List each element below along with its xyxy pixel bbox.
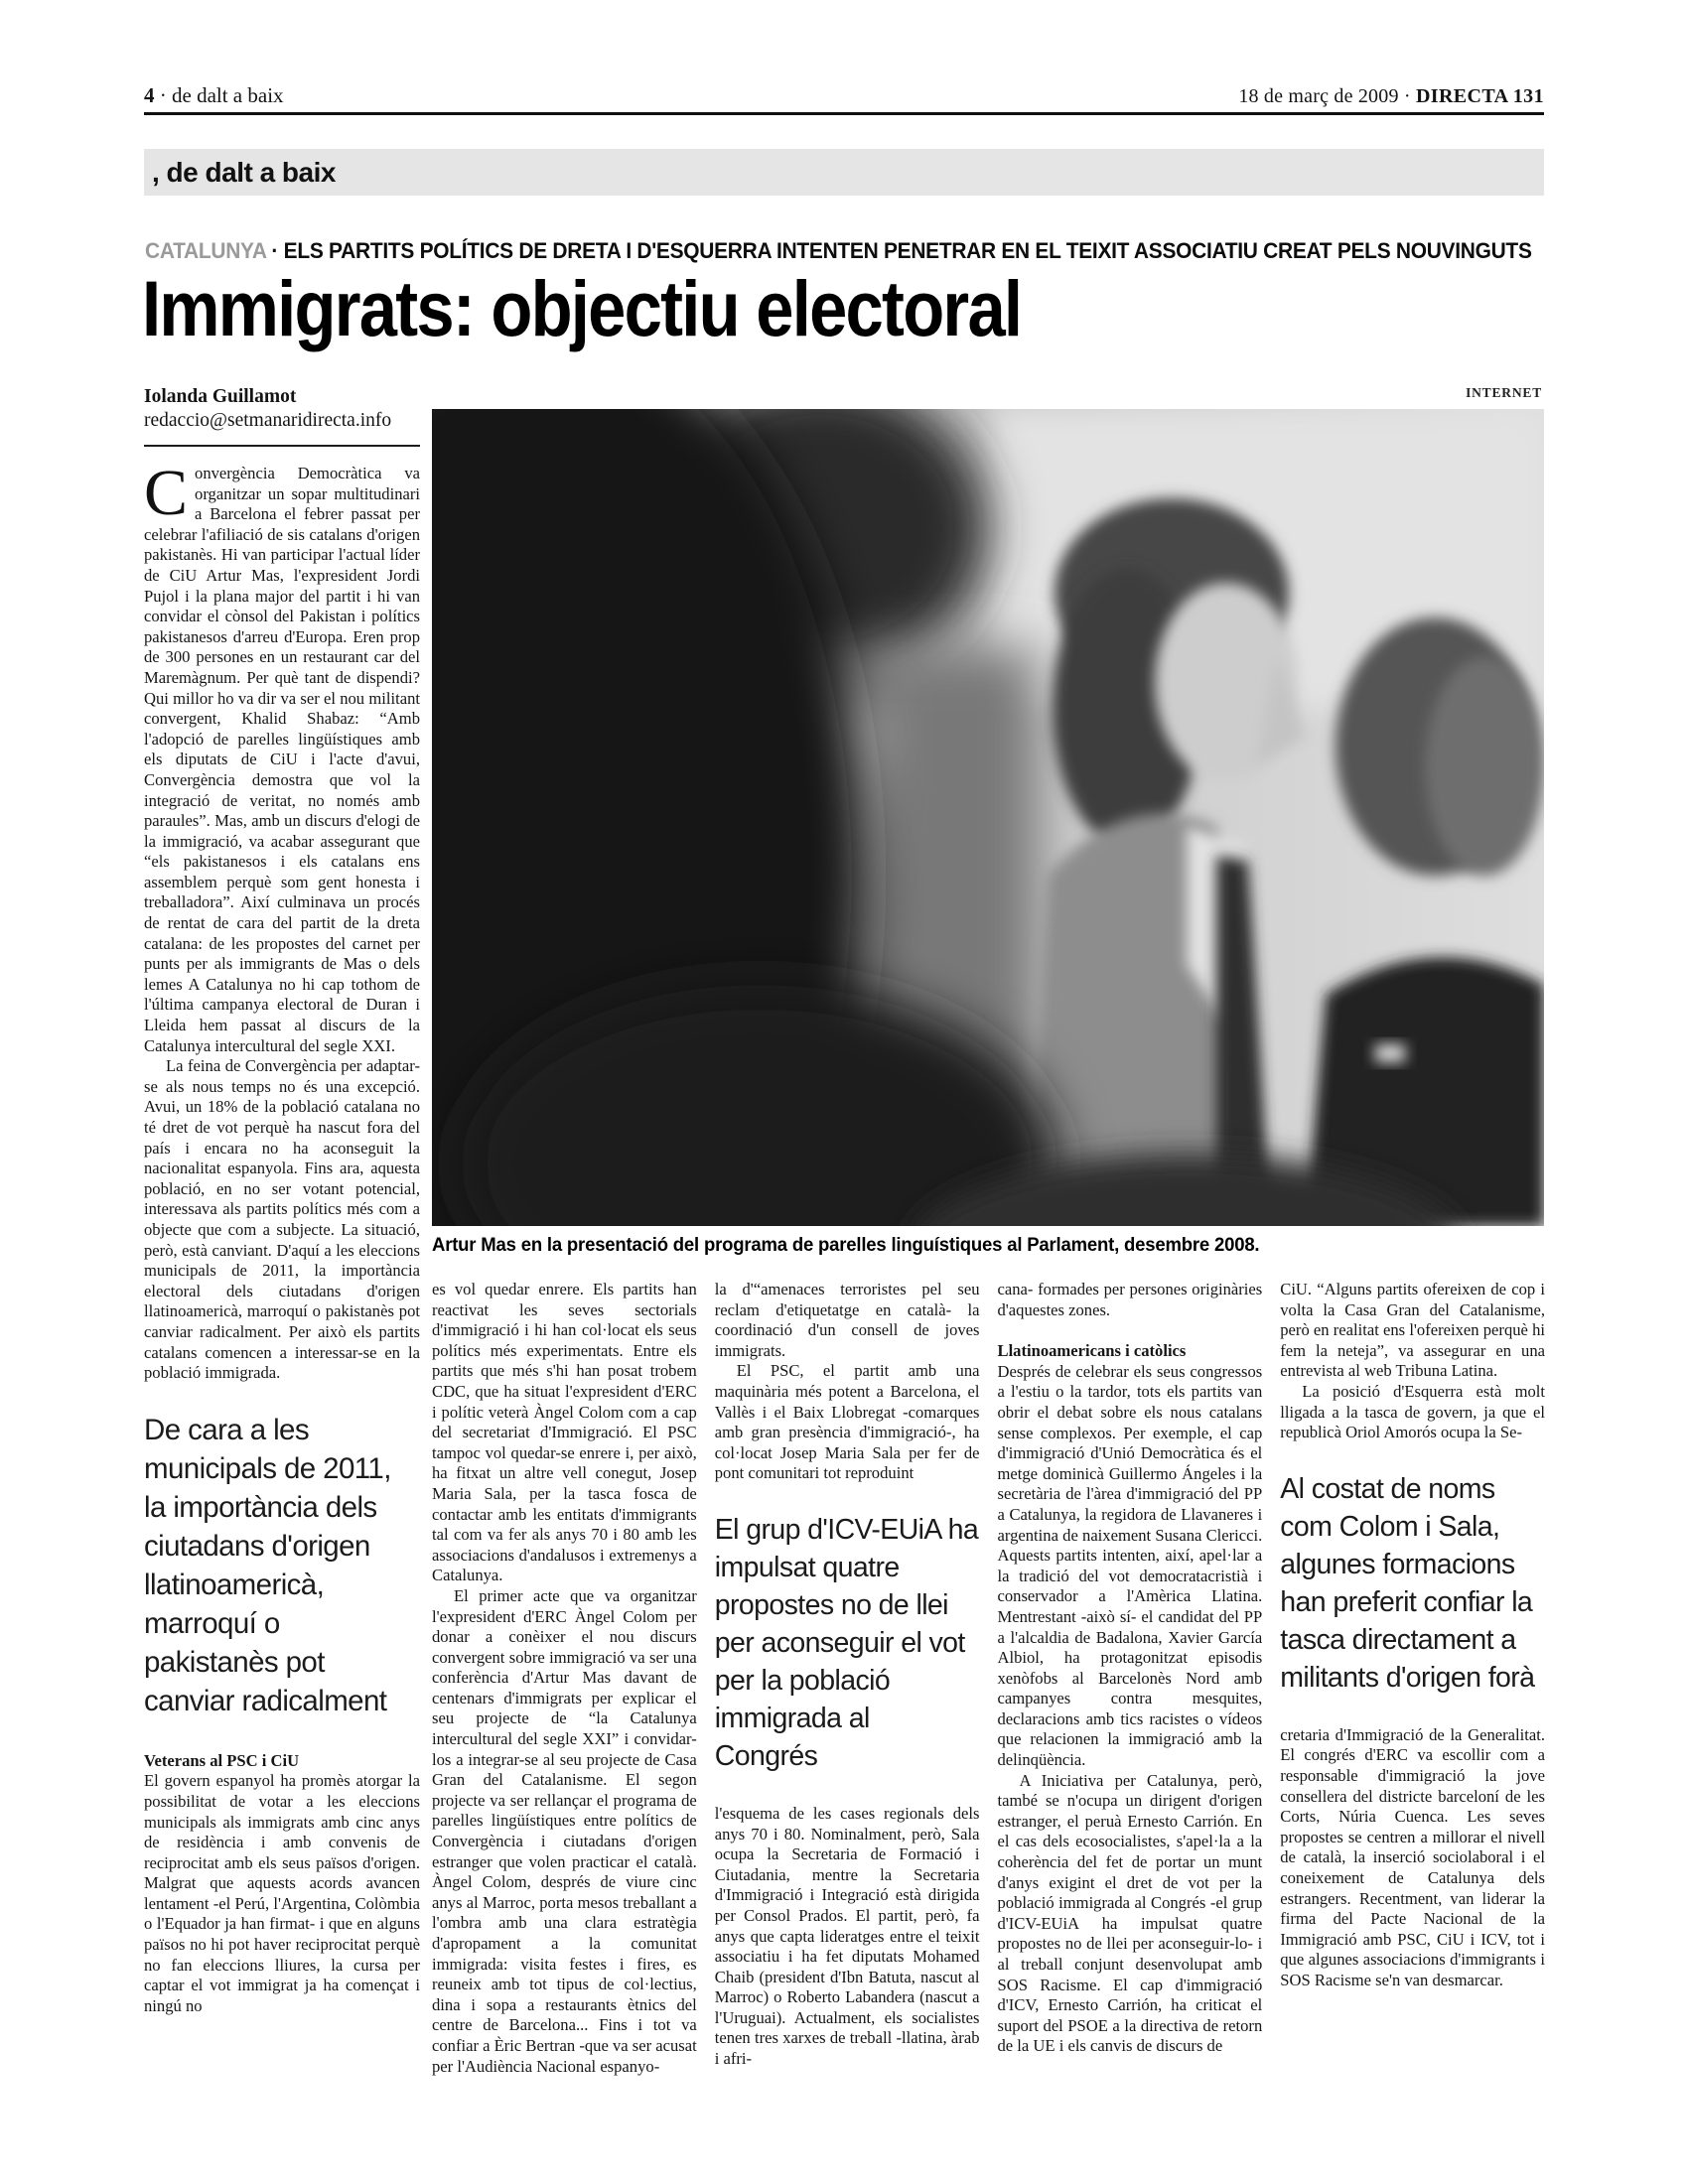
pull-quote: El grup d'ICV-EUiA ha impulsat quatre propostes no de llei per aconseguir el vot per la població immigrada al Congrés: [714, 1513, 979, 1772]
body-paragraph: Després de celebrar els seus congressos a l'estiu o la tardor, tots els partits van obrir el debat sobre els nous catalans sense complexos. Per exemple, el cap d'immigració d'Unió Democràtica és el metge dominicà Guillermo Ángeles i la secretària de l'àrea d'immigració del PP a Catalunya, la regidora de Llavaneres i argentina de naixement Susana Clericci. Aquests partits intenten, així, apel·lar a la tradició del vot democratacristià i conservador a l'Amèrica Llatina. Mentrestant -això sí- el candidat del PP a l'alcaldia de Badalona, Xavier García Albiol, ha protagonitzat episodis xenòfobs al Barcelonès Nord amb campanyes contra mesquites, declaracions amb tics racistes o vídeos que relacionen la immigració amb la delinqüència.: [997, 1361, 1263, 1770]
body-paragraph: cretaria d'Immigració de la Generalitat. El congrés d'ERC va escollir com a responsable d'immigració la jove consellera del districte barceloní de les Corts, Núria Cuenca. Les seves propostes se centren a millorar el nivell de català, la inserció sociolaboral i el coneixement de Catalunya dels estrangers. Recentment, van liderar la firma del Pacte Nacional de la Immigració amb PSC, CiU i ICV, tot i que algunes associacions d'immigrants i SOS Racisme se'n van desmarcar.: [1280, 1724, 1545, 1989]
folio-right: [1238, 85, 1544, 108]
section-bar: [144, 149, 1544, 196]
publication-name: DIRECTA 131: [1415, 85, 1544, 107]
article-column-5: [1280, 1280, 1545, 2077]
article-column-1: [144, 385, 420, 2016]
section-bar-label: , de dalt a baix: [152, 157, 336, 188]
body-paragraph: El PSC, el partit amb una maquinària més potent a Barcelona, el Vallès i el Baix Llobregat -comarques amb gran presència d'immigració-, ha col·locat Josep Maria Sala per fer de pont comunitari tot reproduint: [714, 1361, 980, 1483]
folio-section-label: · de dalt a baix: [159, 83, 284, 107]
kicker-region: CATALUNYA: [145, 238, 266, 263]
body-paragraph: El primer acte que va organitzar l'expresident d'ERC Àngel Colom per donar a conèixer el nou discurs convergent sobre immigració va ser una conferència d'Artur Mas davant de centenars d'immigrats per explicar el seu projecte de “la Catalunya intercultural del segle XXI” i convidar-los a integrar-se al seu projecte de Casa Gran del Catalanisme. El segon projecte va ser rellançar el programa de parelles lingüístiques entre polítics de Convergència i ciutadans d'origen estranger que volen practicar el català. Àngel Colom, després de viure cinc anys al Marroc, porta mesos treballant a l'ombra amb una clara estratègia d'apropament a la comunitat immigrada: visita festes i fires, es reuneix amb tot tipus de col·lectius, dina i sopa a restaurants ètnics del centre de Barcelona... Fins i tot va confiar a Èric Bertran -que va ser acusat per l'Audiència Nacional espanyo-: [432, 1585, 697, 2076]
photo-illustration: [432, 409, 1544, 1226]
byline-email: redaccio@setmanaridirecta.info: [144, 410, 392, 431]
folio-left: [144, 83, 284, 108]
body-paragraph: la d'“amenaces terroristes pel seu reclam d'etiquetatge en català- la coordinació d'un consell de joves immigrats.: [714, 1280, 980, 1360]
body-paragraph: El govern espanyol ha promès atorgar la possibilitat de votar a les eleccions municipals als immigrats amb cinc anys de residència i amb convenis de reciprocitat amb els seus països d'origen. Malgrat que aquests acords avancen lentament -el Perú, l'Argentina, Colòmbia o l'Equador ja han firmat- i que en alguns països no hi pot haver reciprocitat perquè no fan eleccions lliures, la cursa per captar el vot immigrat ja ha començat i ningú no: [144, 1771, 420, 2015]
byline-author: Iolanda Guillamot: [144, 386, 297, 407]
body-paragraph: La posició d'Esquerra està molt lligada a la tasca de govern, ja que el republicà Oriol Amorós ocupa la Se-: [1280, 1381, 1545, 1442]
kicker-text: ELS PARTITS POLÍTICS DE DRETA I D'ESQUERRA INTENTEN PENETRAR EN EL TEIXIT ASSOCIATIU CREAT PELS NOUVINGUTS: [283, 238, 1532, 263]
body-paragraph: La feina de Convergència per adaptar-se als nous temps no és una excepció. Avui, un 18% de la població catalana no té dret de vot perquè ha nascut fora del país i encara no ha aconseguit la nacionalitat espanyola. Fins ara, aquesta població, en no ser votant potencial, interessava als partits polítics més com a objecte que com a subjecte. La situació, però, està canviant. D'aquí a les eleccions municipals de 2011, la importància electoral dels ciutadans d'origen llatinoamericà, marroquí o pakistanès pot canviar radicalment. Per això els partits catalans comencen a interessar-se en la població immigrada.: [144, 1056, 420, 1383]
body-paragraph: l'esquema de les cases regionals dels anys 70 i 80. Nominalment, però, Sala ocupa la Secretaria de Formació i Ciutadania, mentre la Secretaria d'Immigració i Integració està dirigida per Consol Prados. El partit, però, fa anys que capta lideratges entre el teixit associatiu i ha fet diputats Mohamed Chaib (president d'Ibn Batuta, nascut al Marroc) o Roberto Labandera (nascut a l'Uruguai). Actualment, els socialistes tenen tres xarxes de treball -llatina, àrab i afri-: [714, 1803, 980, 2069]
top-rule: [144, 112, 1544, 115]
paragraph-text: onvergència Democràtica va organitzar un sopar multitudinari a Barcelona el febrer passat per celebrar l'afiliació de sis catalans d'origen pakistanès. Hi van participar l'actual líder de CiU Artur Mas, l'expresident Jordi Pujol i la plana major del partit i hi van convidar el cònsol del Pakistan i polítics pakistanesos d'arreu d'Europa. Eren prop de 300 persones en un restaurant car del Maremàgnum. Per què tant de dispendi? Qui millor ho va dir va ser el nou militant convergent, Khalid Shabaz: “Amb l'adopció de parelles lingüístiques amb els diputats de CiU i l'acte d'avui, Convergència demostra que vol la integració de veritat, no només amb paraules”. Mas, amb un discurs d'elogi de la immigració, va acabar assegurant que “els pakistanesos i els catalans ens assemblem perquè som gent honesta i treballadora”. Així culminava un procés de rentat de cara del partit de la dreta catalana: de les propostes del carnet per punts per als immigrants de Mas o dels lemes A Catalunya no hi cap tothom de l'última campanya electoral de Duran i Lleida hem passat al discurs de la Catalunya intercultural del segle XXI.: [144, 464, 420, 1055]
body-paragraph: [144, 457, 420, 1056]
body-paragraph: CiU. “Alguns partits ofereixen de cop i volta la Casa Gran del Catalanisme, però en realitat ens l'ofereixen perquè hi fem la neteja”, va assegurar en una entrevista al web Tribuna Latina.: [1280, 1280, 1545, 1381]
article-column-2: [432, 1280, 697, 2077]
body-paragraph: A Iniciativa per Catalunya, però, també se n'ocupa un dirigent d'origen estranger, el peruà Ernesto Carrión. En el cas dels ecosocialistes, s'apel·la a la coherència del fet de portar un munt d'anys exigint el dret de vot per la població immigrada al Congrés -el grup d'ICV-EUiA ha impulsat quatre propostes no de llei per aconseguir-lo- i al treball conjunt desenvolupat amb SOS Racisme. El cap d'immigració d'ICV, Ernesto Carrión, ha criticat el suport del PSOE a la directiva de retorn de la UE i els canvis de discurs de: [997, 1770, 1263, 2056]
page-number: 4: [144, 83, 155, 107]
pull-quote: Al costat de noms com Colom i Sala, algunes formacions han preferit confiar la tasca directament a militants d'origen forà: [1280, 1472, 1535, 1694]
headline: Immigrats: objectiu electoral: [142, 264, 1022, 352]
folio-separator: ·: [1403, 85, 1411, 107]
subhead: Llatinoamericans i catòlics: [997, 1341, 1187, 1361]
article-bottom-columns: [432, 1280, 1545, 2077]
page-folio: [144, 83, 1544, 108]
body-paragraph: cana- formades per persones originàries d'aquestes zones.: [997, 1280, 1263, 1319]
body-paragraph: es vol quedar enrere. Els partits han reactivat les seves sectorials d'immigració i hi han col·locat els seus polítics més experimentats. Entre els partits que més s'hi han posat trobem CDC, que ha situat l'expresident d'ERC i polític veterà Àngel Colom com a cap del secretariat d'Immigració. El PSC tampoc vol quedar-se enrere i, per això, ha fitxat un altre vell conegut, Josep Maria Sala, per la tasca fosca de contactar amb les entitats d'immigrants tal com va fer als anys 70 i 80 amb les associacions d'andalusos i extremenys a Catalunya.: [432, 1280, 697, 1585]
article-column-3: [715, 1280, 980, 2077]
photo-credit: INTERNET: [1466, 385, 1542, 400]
byline: [144, 385, 420, 447]
kicker-separator: ·: [265, 238, 284, 263]
drop-cap: C: [144, 457, 189, 529]
photo-caption: Artur Mas en la presentació del programa de parelles linguístiques al Parlament, desembre 2008.: [432, 1234, 1260, 1256]
pull-quote: De cara a les municipals de 2011, la importància dels ciutadans d'origen llatinoamericà, marroquí o pakistanès pot canviar radicalment: [144, 1413, 391, 1717]
subhead: Veterans al PSC i CiU: [144, 1750, 300, 1770]
folio-date: 18 de març de 2009: [1238, 85, 1399, 107]
article-column-4: [998, 1280, 1263, 2077]
article-photo: [432, 409, 1544, 1226]
